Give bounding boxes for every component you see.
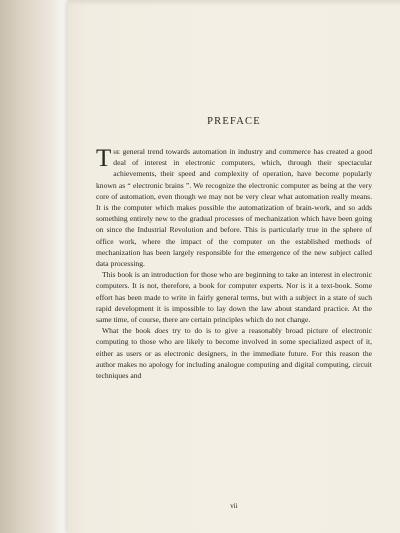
page-heading: PREFACE: [207, 116, 261, 127]
paragraph-3: [96, 325, 372, 381]
paragraph-3-start: What the book: [102, 326, 155, 336]
page-number: vii: [230, 502, 238, 510]
paragraph-2: This book is an introduction for those who are beginning to take an interest in electronic computers. It is not, therefore, a book for computer experts. Nor is it a text-book. Some effort has been made to write in fairly general terms, but with a subject in a state of such rapid development it is impossible to lay down the law about standard practice. At the same time, of course, there are certain principles which do not change.: [96, 270, 372, 325]
paragraph-1-smallcaps: he: [113, 147, 120, 156]
paragraph-3-text: try to do is to give a reasonably broad picture of electronic computing to those who are likely to become involved in some specialized aspect of it, either as users or as electronic designers, in the immediate future. For this reason the author makes no apology for including analogue computing and digital computing, circuit techniques and: [96, 326, 372, 381]
page-text-block: [96, 116, 372, 381]
drop-cap: T: [96, 145, 112, 172]
paragraph-3-italic: does: [154, 326, 169, 336]
paragraph-1: [96, 146, 372, 269]
page-top-edge: [68, 0, 400, 6]
paragraph-1-text: general trend towards automation in industry and commerce has created a good deal of interest in electronic computers, which, through their spectacular achievements, their speed and complexity of operation, have become popularly known as “ electronic brains ”. We recognize the electronic computer as being at the very core of automation, even though we may not be very clear what automation really means. It is the computer which makes possible the automatization of brain-work, and so adds something entirely new to the gradual processes of mechanization which have been going on since the Industrial Revolution and before. This is particularly true in the sphere of office work, where the impact of the computer on the established methods of mechanization has been largely responsible for the emergence of the new subject called data processing.: [96, 147, 372, 269]
left-page-shadow: [0, 0, 70, 533]
